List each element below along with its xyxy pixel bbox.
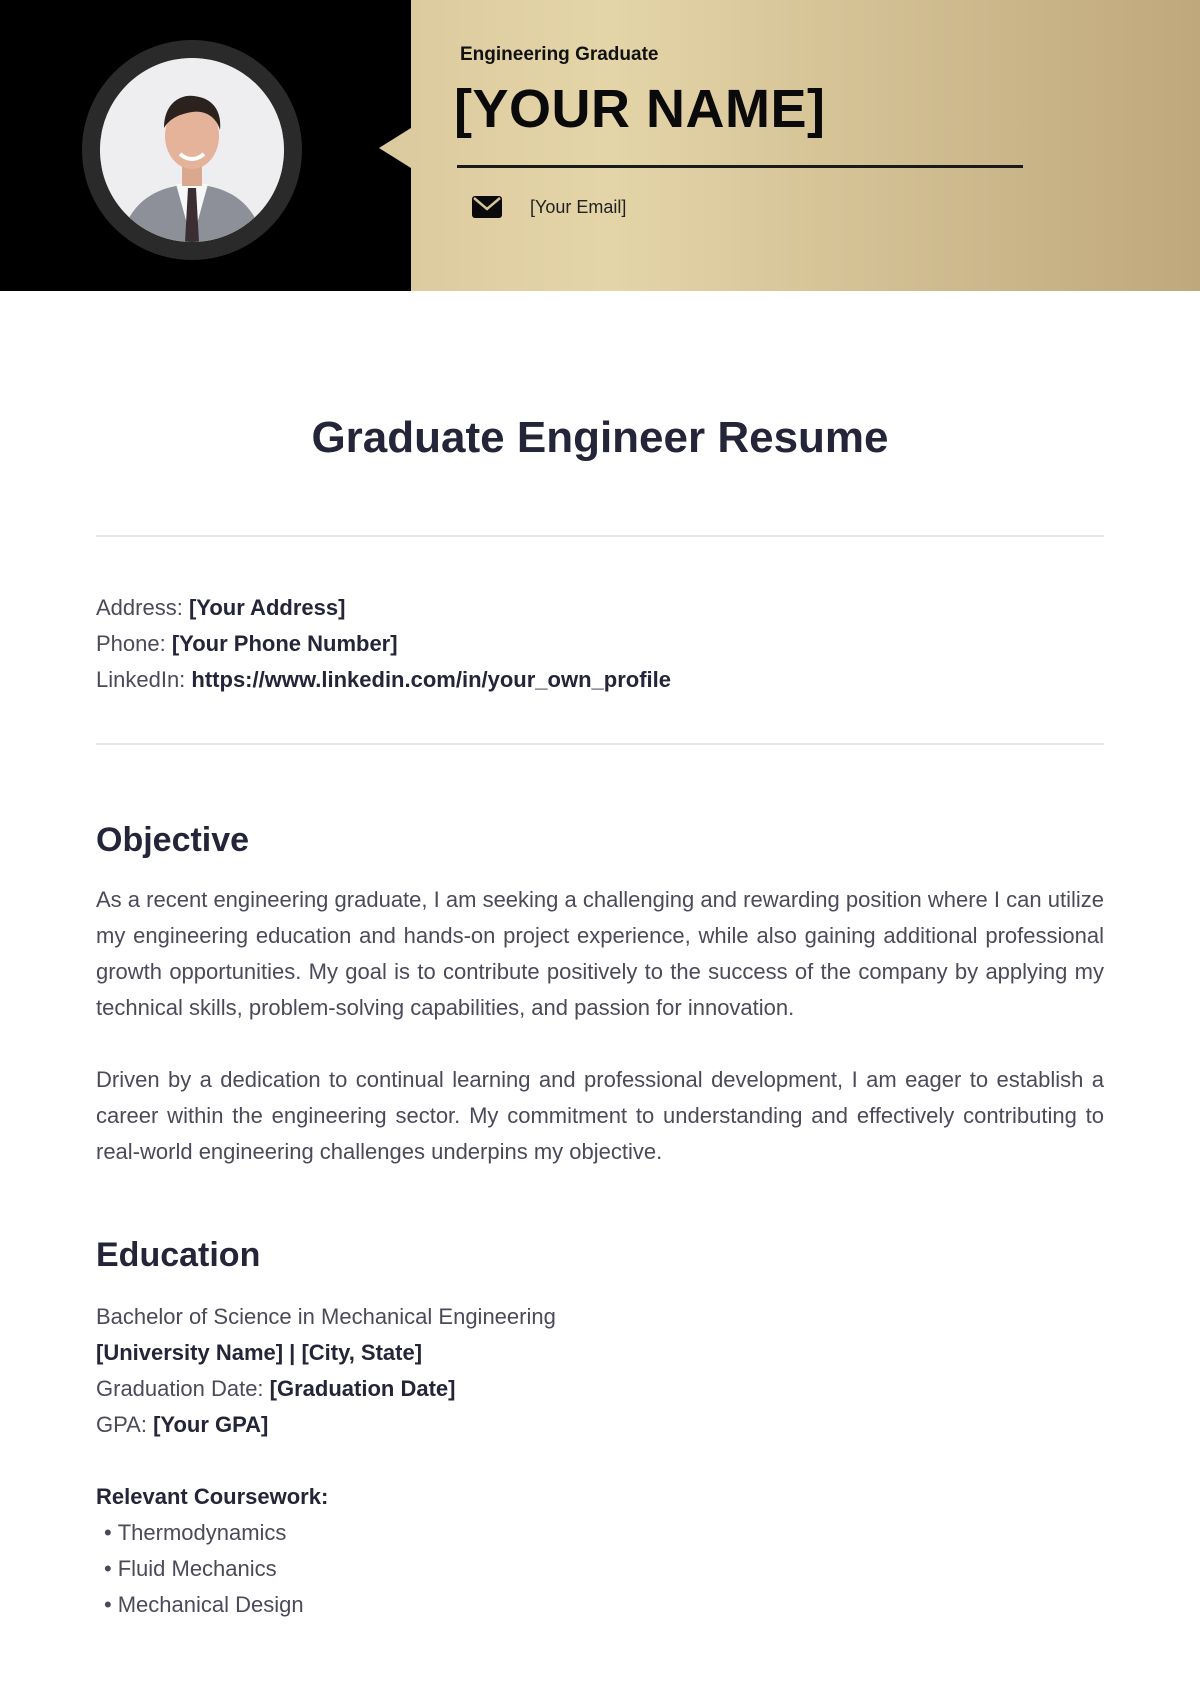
coursework-list (96, 1515, 1104, 1623)
email-row (471, 195, 626, 219)
address-label: Address: (96, 595, 183, 620)
list-item: • Thermodynamics (96, 1515, 1104, 1551)
graduation-label: Graduation Date: (96, 1376, 264, 1401)
education-heading: Education (96, 1236, 261, 1274)
objective-paragraph: Driven by a dedication to continual learning and professional development, I am eager to establish a career within the engineering sector. My commitment to understanding and effectively contributing to real-world engineering challenges underpins my objective. (96, 1067, 1104, 1164)
panel-notch (379, 128, 411, 168)
linkedin-link[interactable]: https://www.linkedin.com/in/your_own_profile (191, 667, 671, 692)
profile-photo (100, 58, 284, 242)
candidate-name: [YOUR NAME] (454, 79, 826, 139)
list-item: • Mechanical Design (96, 1587, 1104, 1623)
linkedin-line (96, 662, 1104, 698)
header-rule (457, 165, 1023, 168)
phone-value: [Your Phone Number] (171, 631, 398, 656)
education-details (96, 1299, 1104, 1443)
document-title: Graduate Engineer Resume (311, 413, 889, 462)
envelope-icon (471, 195, 503, 219)
header-title-panel (411, 0, 1200, 291)
profile-photo-frame (82, 40, 302, 260)
gpa-line (96, 1407, 1104, 1443)
person-photo-icon (100, 58, 284, 242)
address-line (96, 590, 1104, 626)
divider (96, 743, 1104, 745)
contact-info (96, 590, 1104, 698)
header-photo-panel (0, 0, 411, 291)
address-value: [Your Address] (188, 595, 346, 620)
graduation-line (96, 1371, 1104, 1407)
resume-body (0, 413, 1200, 1623)
divider (96, 535, 1104, 537)
gpa-value: [Your GPA] (153, 1412, 269, 1437)
gpa-label: GPA: (96, 1412, 147, 1437)
objective-paragraph: As a recent engineering graduate, I am seeking a challenging and rewarding position where I can utilize my engineering education and hands-on project experience, while also gaining additional professional growth opportunities. My goal is to contribute positively to the success of the company by applying my technical skills, problem-solving capabilities, and passion for innovation. (96, 887, 1104, 1020)
phone-label: Phone: (96, 631, 166, 656)
email-text: [Your Email] (530, 196, 627, 217)
degree: Bachelor of Science in Mechanical Engineering (96, 1304, 556, 1329)
graduation-value: [Graduation Date] (269, 1376, 456, 1401)
list-item: • Fluid Mechanics (96, 1551, 1104, 1587)
linkedin-label: LinkedIn: (96, 667, 186, 692)
university-line: [University Name] | [City, State] (96, 1340, 423, 1365)
header-subtitle: Engineering Graduate (460, 44, 659, 65)
phone-line (96, 626, 1104, 662)
objective-heading: Objective (96, 821, 250, 859)
coursework-heading: Relevant Coursework: (96, 1484, 329, 1509)
resume-header (0, 0, 1200, 291)
